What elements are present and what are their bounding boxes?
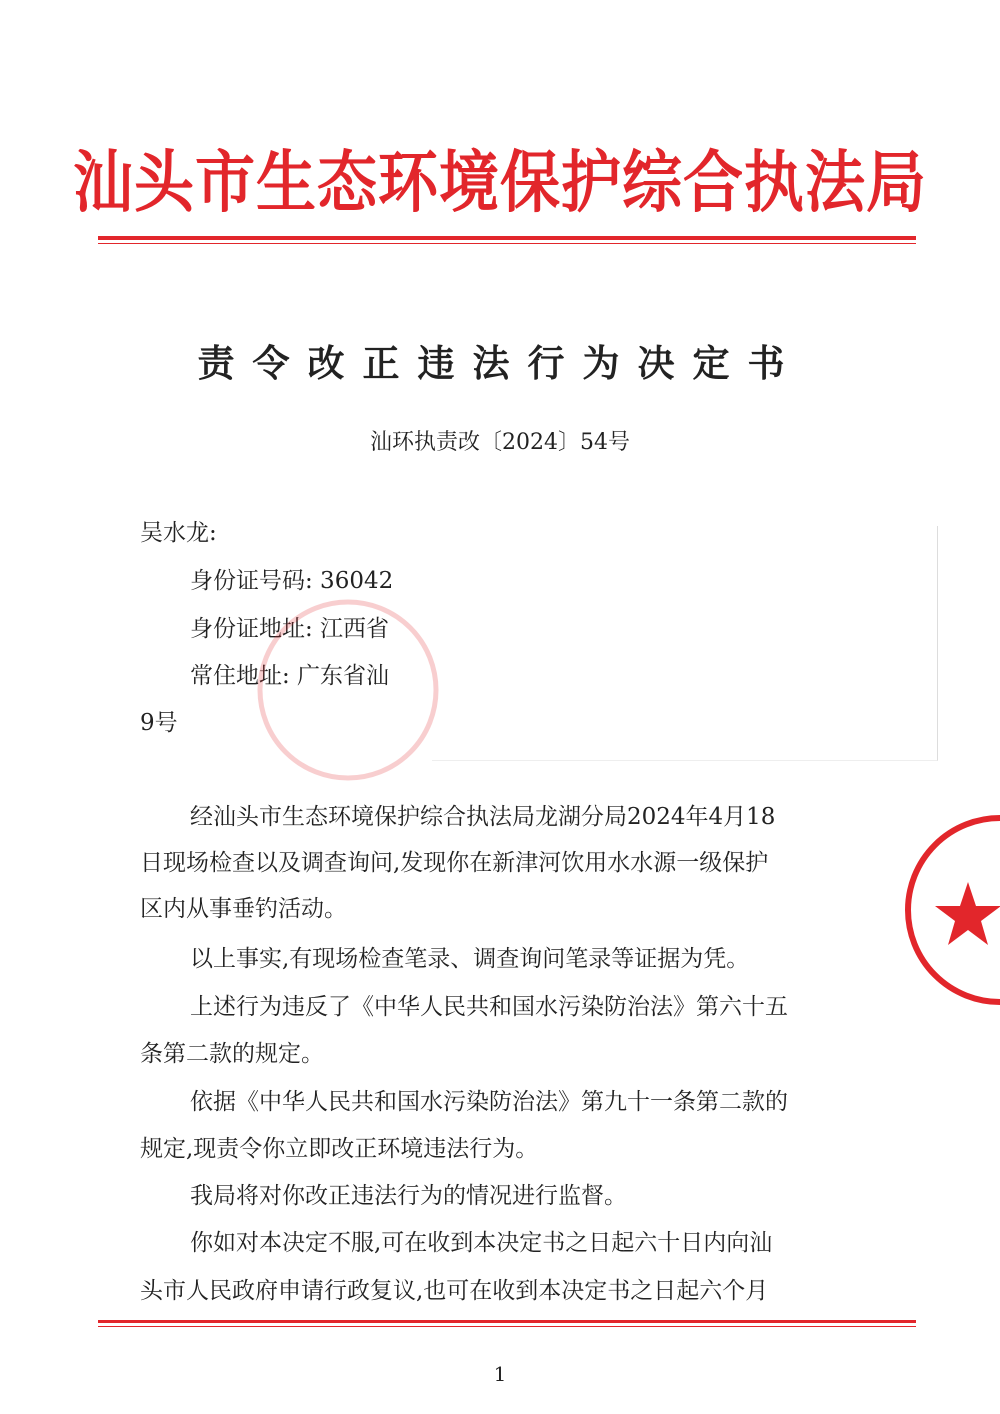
body-line: 你如对本决定不服,可在收到本决定书之日起六十日内向汕 bbox=[190, 1230, 773, 1256]
body-line: 经汕头市生态环境保护综合执法局龙湖分局2024年4月18 bbox=[190, 804, 776, 830]
recipient-id-number: 身份证号码: 36042 bbox=[190, 568, 394, 594]
official-seal-stamp bbox=[858, 810, 1000, 1010]
body-line: 以上事实,有现场检查笔录、调查询问笔录等证据为凭。 bbox=[190, 946, 750, 972]
body-line: 条第二款的规定。 bbox=[140, 1041, 324, 1067]
agency-letterhead: 汕头市生态环境保护综合执法局 bbox=[73, 143, 927, 223]
redaction-block bbox=[432, 526, 938, 761]
body-line: 日现场检查以及调查询问,发现你在新津河饮用水水源一级保护 bbox=[140, 850, 769, 876]
recipient-residence-continued: 9号 bbox=[140, 710, 178, 736]
body-line: 规定,现责令你立即改正环境违法行为。 bbox=[140, 1136, 539, 1162]
letterhead-red-rule bbox=[98, 236, 916, 240]
footer-red-rule-thin bbox=[98, 1326, 916, 1327]
document-number: 汕环执责改〔2024〕54号 bbox=[370, 430, 630, 455]
body-line: 区内从事垂钓活动。 bbox=[140, 896, 347, 922]
recipient-id-address: 身份证地址: 江西省 bbox=[190, 616, 390, 642]
body-line: 上述行为违反了《中华人民共和国水污染防治法》第六十五 bbox=[190, 994, 788, 1020]
body-line: 我局将对你改正违法行为的情况进行监督。 bbox=[190, 1183, 627, 1209]
body-line: 头市人民政府申请行政复议,也可在收到本决定书之日起六个月 bbox=[140, 1278, 769, 1304]
letterhead-red-rule-thin bbox=[98, 243, 916, 244]
document-title: 责令改正违法行为决定书 bbox=[197, 341, 803, 385]
recipient-residence: 常住地址: 广东省汕 bbox=[190, 663, 390, 689]
faint-seal-stamp bbox=[243, 590, 453, 790]
recipient-name: 吴水龙: bbox=[140, 520, 217, 546]
body-line: 依据《中华人民共和国水污染防治法》第九十一条第二款的 bbox=[190, 1089, 788, 1115]
footer-red-rule bbox=[98, 1320, 916, 1323]
page-number: 1 bbox=[493, 1362, 507, 1386]
